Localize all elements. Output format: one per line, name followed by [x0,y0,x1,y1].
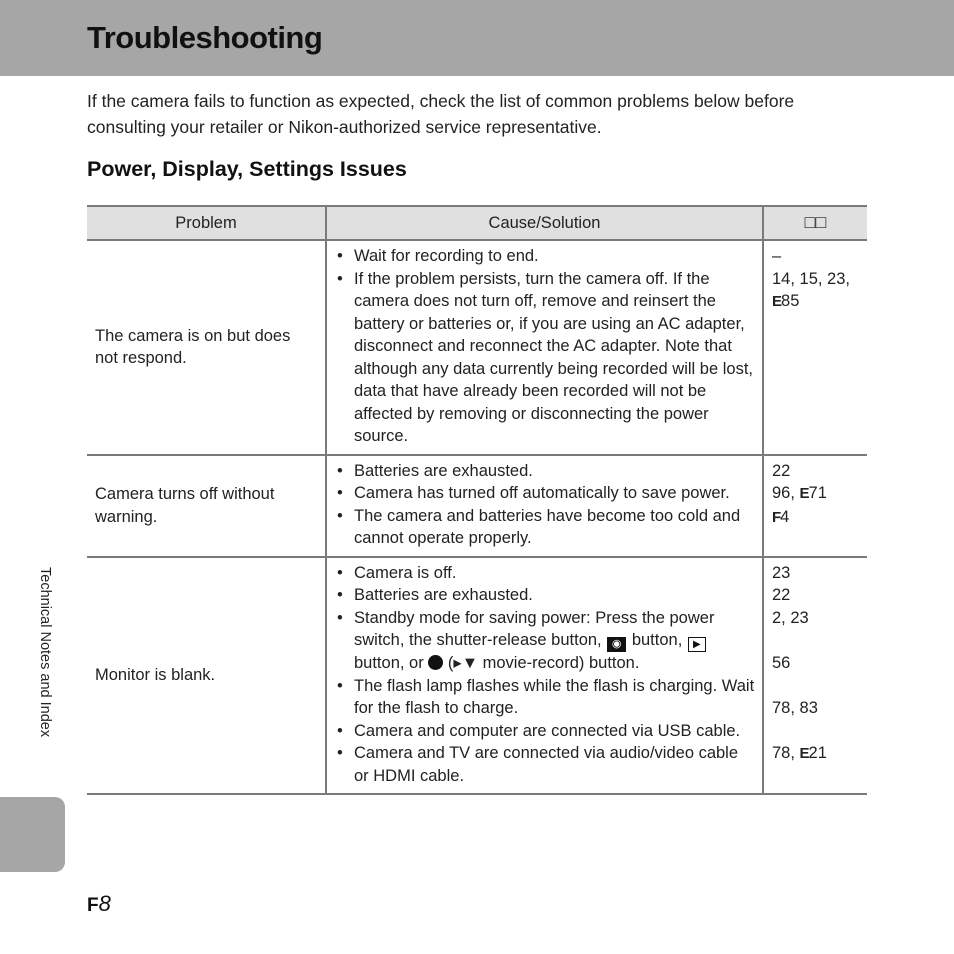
cause-item: • The flash lamp flashes while the flash is charging. Wait for the flash to charge. [335,675,756,720]
cause-text: ( [447,654,454,672]
ref-value: 14, 15, 23, [772,269,850,288]
cause-item: • The camera and batteries have become too cold and cannot operate properly. [335,505,756,550]
ref-spacer [772,629,861,652]
cause-item: • Camera is off. [335,562,756,585]
table-row [87,240,867,455]
troubleshooting-table [87,205,867,795]
ref-value: 4 [780,507,790,526]
ref-value-line [772,290,861,314]
cause-list [335,460,756,550]
side-section-label: Technical Notes and Index [37,567,53,738]
technical-notes-icon: F [772,508,781,526]
header-cause: Cause/Solution [326,206,763,240]
ref-value: 22 [772,586,791,604]
ref-value: 21 [808,743,827,762]
table-row [87,557,867,795]
cause-item: • Camera has turned off automatically to save power. [335,482,756,505]
page-title: Troubleshooting [87,20,323,55]
cause-cell [326,455,763,557]
cause-text: Standby mode for saving power: Press the power switch, the shutter-release button, [354,608,715,649]
playback-icon: ▶ [688,637,706,652]
ref-value-line [772,506,861,530]
ref-value: 78, [772,743,795,762]
ref-value: 96, [772,484,795,502]
movie-record-icon [428,655,443,670]
ref-spacer [772,674,861,697]
camera-shooting-icon: ◉ [607,637,626,652]
table-row [87,455,867,557]
page-number-value: 8 [98,891,111,916]
cause-item: • Wait for recording to end. [335,245,756,268]
header-problem: Problem [87,206,326,240]
reference-section-icon: E [799,485,809,502]
problem-cell: Camera turns off without warning. [87,455,326,557]
ref-spacer [772,719,861,742]
cause-cell [326,240,763,455]
cause-text: button, or [354,654,424,672]
technical-notes-icon: F [87,895,99,916]
section-title: Power, Display, Settings Issues [87,157,407,181]
table-header-row [87,206,867,240]
cause-item: • Batteries are exhausted. [335,460,756,483]
reference-section-icon: E [772,293,782,310]
reference-cell [763,240,867,455]
reference-cell [763,455,867,557]
ref-value: 56 [772,653,791,672]
cause-item [335,607,756,675]
ref-value: 71 [808,484,827,502]
side-tab [0,797,65,872]
problem-cell: The camera is on but does not respond. [87,240,326,455]
movie-camera-icon: ▸▼ [453,654,479,672]
ref-value: – [772,247,782,265]
reference-section-icon: E [799,744,809,762]
ref-value: 78, 83 [772,698,818,717]
ref-value: 2, 23 [772,608,809,627]
ref-value-line [772,482,861,506]
cause-text: movie-record) button. [482,654,640,672]
ref-value: 23 [772,563,791,582]
problem-cell: Monitor is blank. [87,557,326,795]
cause-item: • Camera and TV are connected via audio/video cable or HDMI cable. [335,742,756,787]
book-icon: □□ [804,212,827,233]
ref-value: 85 [781,292,800,310]
cause-list [335,562,756,788]
intro-paragraph: If the camera fails to function as expected, check the list of common problems below before consulting your retailer or Nikon-authorized service representative. [87,91,795,137]
cause-cell [326,557,763,795]
header-reference [763,206,867,240]
ref-value: 22 [772,461,791,480]
reference-cell [763,557,867,795]
cause-item: • If the problem persists, turn the camera off. If the camera does not turn off, remove and reinsert the battery or batteries or, if you are using an AC adapter, disconnect and reconnect the AC adapter. Note that although any data currently being recorded will be lost, data that have already been recorded will not be affected by removing or disconnecting the power source. [335,268,756,448]
cause-text: button, [631,631,683,649]
cause-list [335,245,756,448]
page-number [87,891,111,917]
ref-value-line [772,742,861,766]
cause-item: • Batteries are exhausted. [335,584,756,607]
cause-item: • Camera and computer are connected via USB cable. [335,720,756,743]
